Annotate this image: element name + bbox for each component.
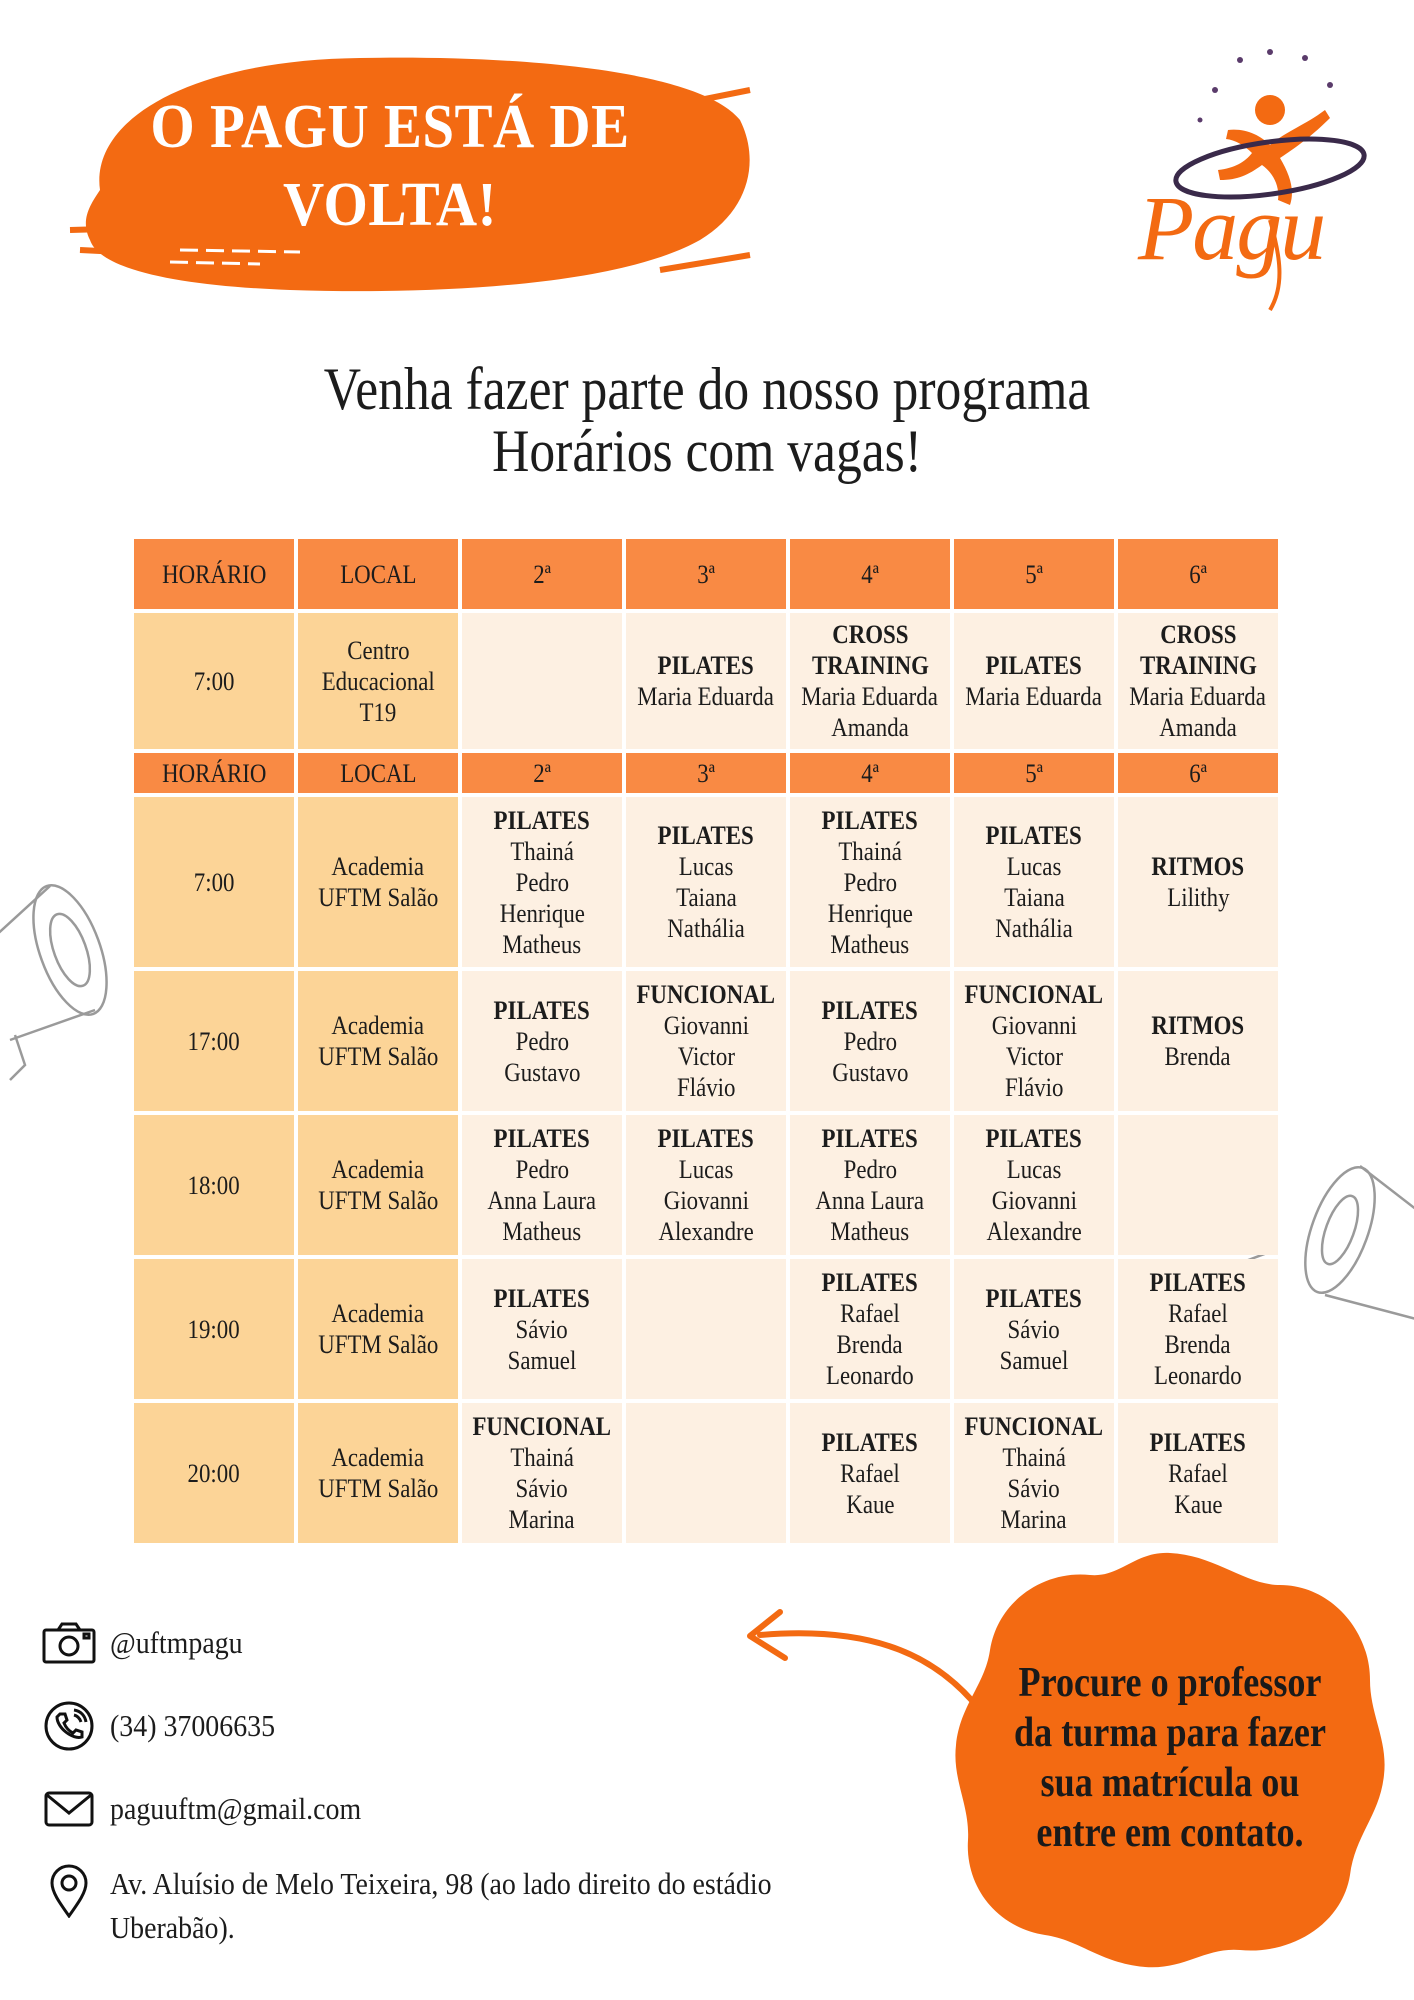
table2-header-row (134, 753, 1278, 793)
class-cell: PILATES Sávio Samuel (954, 1259, 1114, 1399)
class-cell: PILATES Rafael Brenda Leonardo (790, 1259, 950, 1399)
header-day-4: 4ª (790, 539, 950, 609)
camera-icon (40, 1614, 98, 1672)
empty-class-cell (626, 1403, 786, 1543)
header-day-3: 3ª (626, 539, 786, 609)
class-cell: PILATES Rafael Kaue (1118, 1403, 1278, 1543)
header-horario: HORÁRIO (134, 539, 294, 609)
phone-icon (40, 1697, 98, 1755)
class-cell: PILATES Thainá Pedro Henrique Matheus (790, 797, 950, 967)
class-cell: PILATES Pedro Gustavo (790, 971, 950, 1111)
empty-class-cell (626, 1259, 786, 1399)
class-cell: RITMOS Brenda (1118, 971, 1278, 1111)
class-cell: PILATES Pedro Gustavo (462, 971, 622, 1111)
class-cell: PILATES Lucas Giovanni Alexandre (626, 1115, 786, 1255)
class-cell: PILATES Rafael Kaue (790, 1403, 950, 1543)
header-local: LOCAL (298, 753, 458, 793)
phone-contact[interactable] (40, 1697, 293, 1755)
class-cell: FUNCIONAL Giovanni Victor Flávio (954, 971, 1114, 1111)
time-cell: 7:00 (134, 797, 294, 967)
table-row (134, 971, 1278, 1111)
class-cell: CROSS TRAINING Maria Eduarda Amanda (790, 613, 950, 749)
address-text (110, 1862, 772, 1950)
table-row (134, 1259, 1278, 1399)
local-cell: Academia UFTM Salão (298, 797, 458, 967)
table-row (134, 1403, 1278, 1543)
class-cell: PILATES Lucas Giovanni Alexandre (954, 1115, 1114, 1255)
callout-text (1007, 1658, 1334, 1858)
class-cell: PILATES Lucas Taiana Nathália (954, 797, 1114, 967)
class-cell: FUNCIONAL Giovanni Victor Flávio (626, 971, 786, 1111)
time-cell: 19:00 (134, 1259, 294, 1399)
table-row (134, 613, 1278, 749)
header-day-2: 2ª (462, 753, 622, 793)
logo-wordmark: Pagu (1138, 177, 1325, 279)
empty-class-cell (462, 613, 622, 749)
header-day-4: 4ª (790, 753, 950, 793)
table-row (134, 797, 1278, 967)
email-address[interactable]: paguuftm@gmail.com (110, 1791, 362, 1826)
local-cell: Academia UFTM Salão (298, 1259, 458, 1399)
class-cell: FUNCIONAL Thainá Sávio Marina (462, 1403, 622, 1543)
class-cell: PILATES Pedro Anna Laura Matheus (790, 1115, 950, 1255)
table-row (134, 1115, 1278, 1255)
class-cell: PILATES Lucas Taiana Nathália (626, 797, 786, 967)
phone-number[interactable]: (34) 37006635 (110, 1708, 276, 1743)
header-day-5: 5ª (954, 539, 1114, 609)
callout-line-3: sua matrícula ou (1040, 1760, 1300, 1806)
banner-line-2: VOLTA! (283, 171, 497, 239)
banner-line-1: O PAGU ESTÁ DE (150, 93, 630, 161)
header-day-5: 5ª (954, 753, 1114, 793)
time-cell: 20:00 (134, 1403, 294, 1543)
time-cell: 18:00 (134, 1115, 294, 1255)
location-pin-icon (40, 1862, 98, 1920)
address-line-2: Uberabão). (110, 1910, 235, 1945)
table2-body (134, 797, 1278, 1543)
headline-line-2: Horários com vagas! (492, 418, 922, 484)
header-day-3: 3ª (626, 753, 786, 793)
mail-icon (40, 1780, 98, 1838)
callout-line-2: da turma para fazer (1014, 1710, 1326, 1756)
header-day-2: 2ª (462, 539, 622, 609)
class-cell: RITMOS Lilithy (1118, 797, 1278, 967)
class-cell: PILATES Sávio Samuel (462, 1259, 622, 1399)
callout-line-1: Procure o professor (1018, 1660, 1322, 1706)
header-day-6: 6ª (1118, 753, 1278, 793)
empty-class-cell (1118, 1115, 1278, 1255)
headline (99, 358, 1315, 482)
local-cell: Academia UFTM Salão (298, 1115, 458, 1255)
local-cell: Centro Educacional T19 (298, 613, 458, 749)
class-cell: PILATES Thainá Pedro Henrique Matheus (462, 797, 622, 967)
table1-header-row (134, 539, 1278, 609)
instagram-contact[interactable] (40, 1614, 257, 1672)
header-day-6: 6ª (1118, 539, 1278, 609)
class-cell: CROSS TRAINING Maria Eduarda Amanda (1118, 613, 1278, 749)
time-cell: 17:00 (134, 971, 294, 1111)
address-line-1: Av. Aluísio de Melo Teixeira, 98 (ao lado direito do estádio (110, 1866, 772, 1901)
instagram-handle[interactable]: @uftmpagu (110, 1625, 243, 1660)
schedule-table (130, 535, 1282, 1547)
class-cell: PILATES Rafael Brenda Leonardo (1118, 1259, 1278, 1399)
class-cell: PILATES Maria Eduarda (954, 613, 1114, 749)
address-contact (40, 1862, 772, 1950)
header-local: LOCAL (298, 539, 458, 609)
email-contact[interactable] (40, 1780, 389, 1838)
banner-title (142, 88, 639, 244)
header-horario: HORÁRIO (134, 753, 294, 793)
class-cell: FUNCIONAL Thainá Sávio Marina (954, 1403, 1114, 1543)
local-cell: Academia UFTM Salão (298, 1403, 458, 1543)
local-cell: Academia UFTM Salão (298, 971, 458, 1111)
class-cell: PILATES Maria Eduarda (626, 613, 786, 749)
callout-line-4: entre em contato. (1036, 1810, 1304, 1856)
headline-line-1: Venha fazer parte do nosso programa (323, 356, 1091, 422)
class-cell: PILATES Pedro Anna Laura Matheus (462, 1115, 622, 1255)
time-cell: 7:00 (134, 613, 294, 749)
